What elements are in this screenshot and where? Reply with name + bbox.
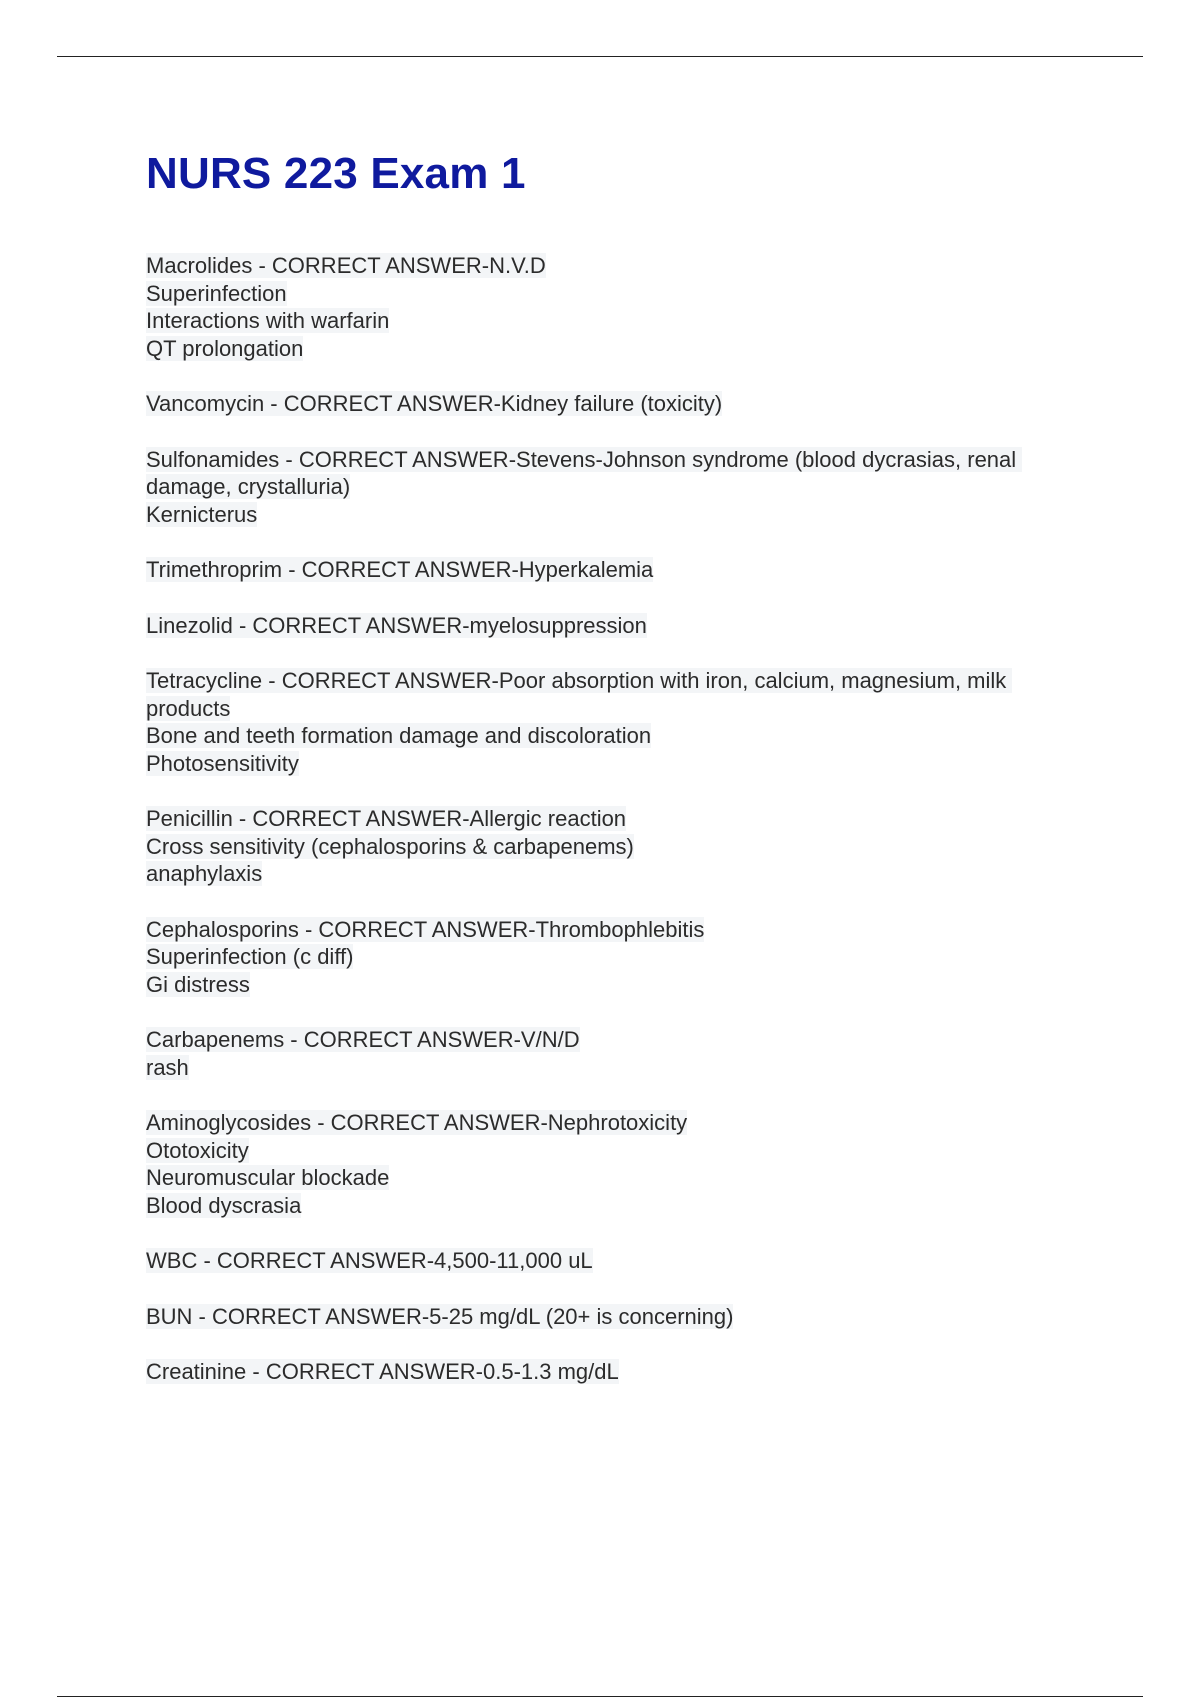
qa-line: Linezolid - CORRECT ANSWER-myelosuppression: [146, 612, 647, 638]
qa-item-aminoglycosides: [146, 1109, 1076, 1219]
qa-item-wbc: [146, 1247, 1076, 1275]
qa-line: Carbapenems - CORRECT ANSWER-V/N/D: [146, 1027, 580, 1052]
qa-line: Macrolides - CORRECT ANSWER-N.V.D: [146, 253, 546, 278]
qa-line: Cephalosporins - CORRECT ANSWER-Thrombophlebitis: [146, 916, 705, 942]
qa-line: Blood dyscrasia: [146, 1192, 302, 1218]
qa-line: Kernicterus: [146, 501, 258, 527]
qa-line: Vancomycin - CORRECT ANSWER-Kidney failure (toxicity): [146, 391, 723, 416]
qa-line: WBC - CORRECT ANSWER-4,500-11,000 uL: [146, 1248, 593, 1273]
qa-line: Ototoxicity: [146, 1137, 249, 1163]
qa-item-macrolides: [146, 252, 1076, 362]
qa-line: anaphylaxis: [146, 861, 263, 886]
qa-item-linezolid: [146, 612, 1076, 640]
qa-line: rash: [146, 1054, 189, 1080]
qa-item-trimethroprim: [146, 556, 1076, 584]
qa-line: Trimethroprim - CORRECT ANSWER-Hyperkalemia: [146, 557, 654, 582]
qa-line: Penicillin - CORRECT ANSWER-Allergic reaction: [146, 806, 627, 831]
qa-line: Cross sensitivity (cephalosporins & carbapenems): [146, 833, 634, 859]
document-title: NURS 223 Exam 1: [146, 149, 526, 198]
qa-line: Aminoglycosides - CORRECT ANSWER-Nephrotoxicity: [146, 1110, 688, 1135]
qa-item-cephalosporins: [146, 916, 1076, 999]
qa-line: Creatinine - CORRECT ANSWER-0.5-1.3 mg/dL: [146, 1359, 619, 1384]
qa-line: Photosensitivity: [146, 750, 299, 776]
qa-item-vancomycin: [146, 390, 1076, 418]
qa-line: BUN - CORRECT ANSWER-5-25 mg/dL (20+ is concerning): [146, 1303, 734, 1329]
qa-list: [146, 252, 1076, 1386]
qa-item-carbapenems: [146, 1026, 1076, 1081]
qa-line: Tetracycline - CORRECT ANSWER-Poor absorption with iron, calcium, magnesium, milk products: [146, 668, 1013, 721]
document-body: [146, 146, 1076, 1414]
qa-item-bun: [146, 1303, 1076, 1331]
header-rule: [57, 56, 1143, 57]
qa-item-tetracycline: [146, 667, 1076, 777]
qa-line: Sulfonamides - CORRECT ANSWER-Stevens-Johnson syndrome (blood dycrasias, renal damage, crystalluria): [146, 446, 1023, 499]
qa-item-creatinine: [146, 1358, 1076, 1386]
qa-line: Neuromuscular blockade: [146, 1165, 390, 1190]
qa-line: Superinfection (c diff): [146, 944, 354, 969]
footer-rule: [57, 1696, 1143, 1697]
qa-item-sulfonamides: [146, 446, 1076, 529]
qa-line: Bone and teeth formation damage and discoloration: [146, 723, 652, 748]
qa-line: QT prolongation: [146, 335, 304, 361]
qa-line: Gi distress: [146, 971, 250, 997]
qa-line: Superinfection: [146, 280, 287, 306]
qa-line: Interactions with warfarin: [146, 308, 390, 333]
qa-item-penicillin: [146, 805, 1076, 888]
